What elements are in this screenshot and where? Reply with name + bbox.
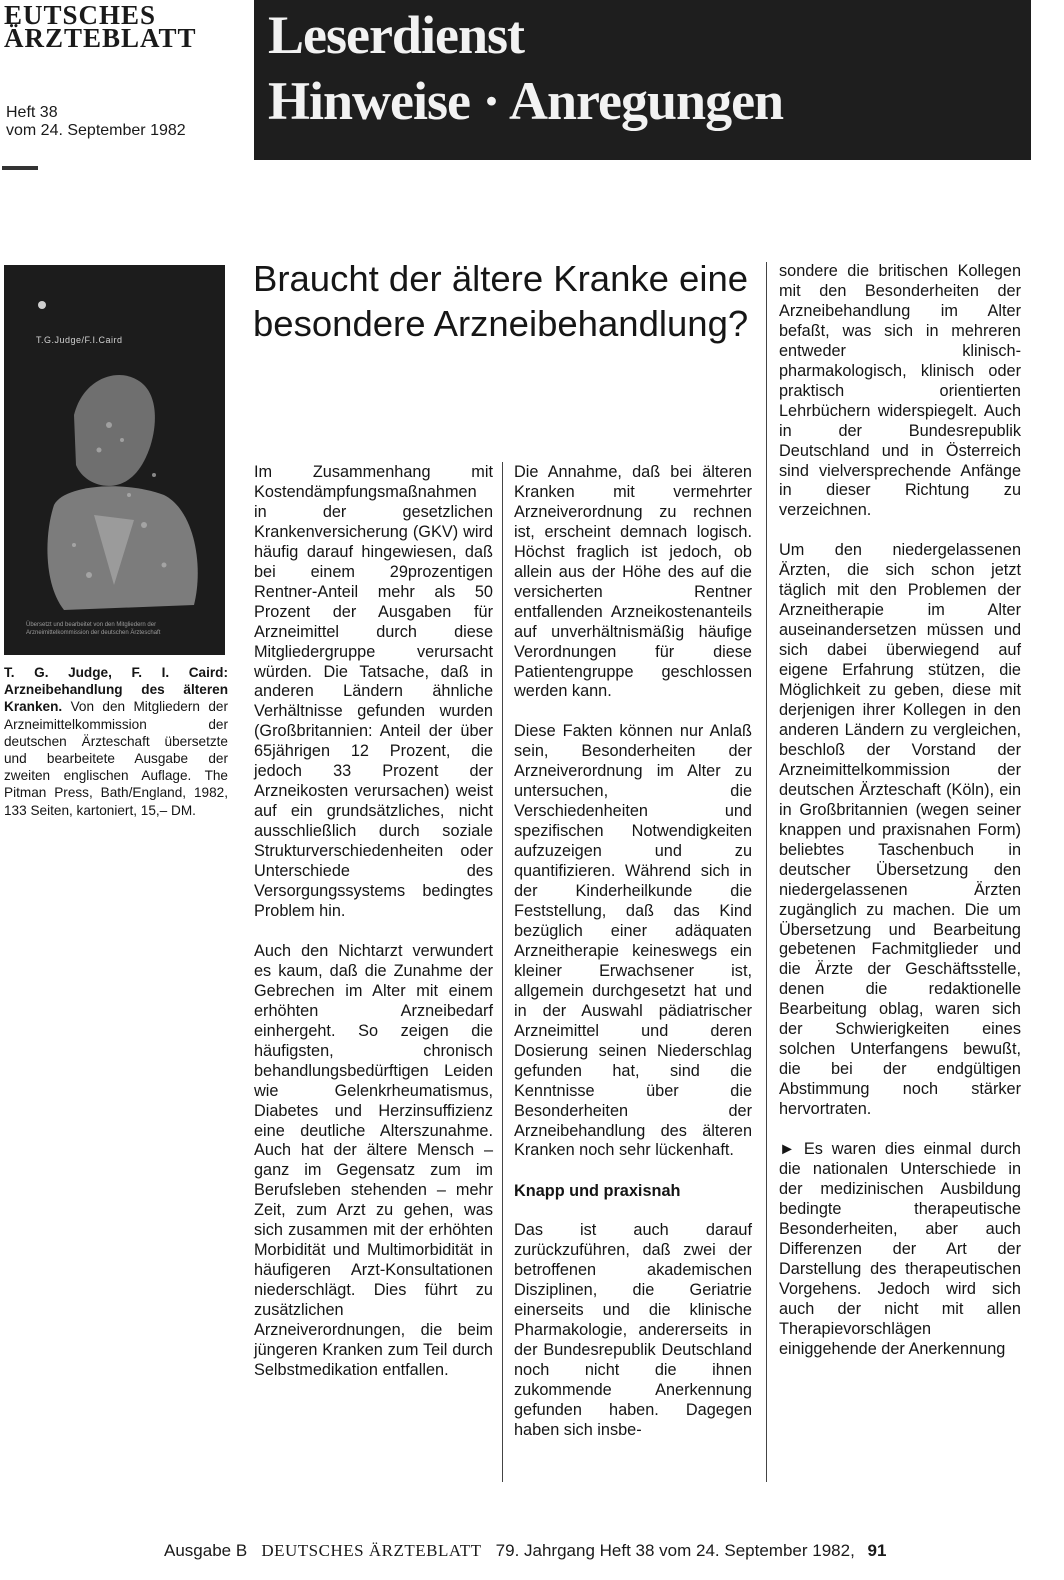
- book-cover-footnote: Übersetzt und bearbeitet von den Mitgliedern der Arzneimittelkommission der deutschen Ärzteschaft: [26, 622, 161, 636]
- banner-title: Leserdienst: [268, 5, 524, 65]
- journal-name-line1: EUTSCHES: [4, 0, 157, 30]
- book-cover-illustration: [4, 265, 225, 655]
- book-caption: [4, 664, 228, 819]
- paragraph: ► Es waren dies einmal durch die nationalen Unterschiede in der medizinischen Ausbildung bedingte therapeutische Besonderheiten, aber auch Differenzen der Art der Darstellung des therapeutischen Vorgehens. Jedoch wird sich auch der nicht mit allen Therapievorschlägen einiggehende der Anerkennung: [779, 1140, 1021, 1358]
- banner-subtitle: Hinweise · Anregungen: [268, 71, 784, 131]
- book-caption-title: T. G. Judge, F. I. Caird: Arzneibehandlung des älteren Kranken.: [4, 665, 228, 715]
- article-column-1: [254, 463, 493, 1381]
- book-cover-authors: T.G.Judge/F.I.Caird: [36, 335, 123, 345]
- paragraph: Das ist auch darauf zurückzuführen, daß zwei der betroffenen akademischen Disziplinen, die Geriatrie einerseits und die klinische Pharmakologie, andererseits in der Bundesrepublik Deutschland noch nicht die ihnen zukommende Anerkennung gefunden haben. Dagegen haben sich insbe-: [514, 1221, 752, 1439]
- article-column-3: [779, 262, 1021, 1360]
- issue-number: Heft 38: [6, 104, 58, 121]
- journal-name-line2: ÄRZTEBLATT: [4, 23, 197, 53]
- page-footer: Ausgabe B DEUTSCHES ÄRZTEBLATT 79. Jahrgang Heft 38 vom 24. September 1982, 91: [164, 1541, 887, 1560]
- paragraph: Auch den Nichtarzt verwundert es kaum, daß die Zunahme der Gebrechen im Alter mit einem erhöhten Arzneibedarf einhergeht. So zeigen die häufigsten, chronisch behandlungsbedürftigen Leiden wie Gelenkrheumatismus, Diabetes und Herzinsuffizienz eine deutliche Alterszunahme. Auch hat der ältere Mensch – ganz im Gegensatz zum im Berufsleben stehenden – mehr Zeit, zum Arzt zu gehen, was sich zusammen mit der erhöhten Morbidität und Multimorbidität in häufigeren Arzt-Konsultationen niederschlägt. Dies führt zu zusätzlichen Arzneiverordnungen, die beim jüngeren Kranken zum Teil durch Selbstmedikation entfallen.: [254, 941, 493, 1379]
- column-rule: [766, 262, 767, 1482]
- article-column-2: [514, 463, 752, 1441]
- section-banner: [254, 0, 1031, 160]
- issue-date: vom 24. September 1982: [6, 122, 186, 139]
- paragraph: Diese Fakten können nur Anlaß sein, Besonderheiten der Arzneiverordnung im Alter zu untersuchen, die Verschiedenheiten und spezifischen Notwendigkeiten aufzuzeigen und zu quantifizieren. Während sich in der Kinderheilkunde die Feststellung, daß das Kind bezüglich einer adäquaten Arzneitherapie keineswegs ein kleiner Erwachsener ist, allgemein durchgesetzt hat und in der Auswahl pädiatrischer Arzneimittel und deren Dosierung seinen Niederschlag gefunden hat, sind die Kenntnisse über die Besonderheiten der Arzneibehandlung des älteren Kranken noch sehr lückenhaft.: [514, 722, 752, 1160]
- paragraph: sondere die britischen Kollegen mit den Besonderheiten der Arzneibehandlung im Alter befaßt, was sich in mehreren entweder klinisch-pharmakologisch, klinisch oder praktisch orientierten Lehrbüchern widerspiegelt. Auch in der Bundesrepublik Deutschland und in Österreich sind vielversprechende Anfänge in dieser Richtung zu verzeichnen.: [779, 262, 1021, 520]
- paragraph: Im Zusammenhang mit Kostendämpfungsmaßnahmen in der gesetzlichen Krankenversicherung (GKV) wird häufig darauf hingewiesen, daß bei einem 29prozentigen Rentner-Anteil mehr als 50 Prozent der Ausgaben für Arzneimittel durch diese Mitgliedergruppe verursacht würden. Die Tatsache, daß in anderen Ländern ähnliche Verhältnisse gefunden wurden (Großbritannien: Anteil der über 65jährigen 12 Prozent, die jedoch 33 Prozent der Arzneikosten verursachen) weist auf ein grundsätzliches, nicht ausschließlich durch soziale Strukturverschiedenheiten oder Unterschiede des Versorgungssystems bedingtes Problem hin.: [254, 463, 493, 920]
- footer-edition: Ausgabe B: [164, 1541, 248, 1560]
- issue-info: [6, 104, 186, 140]
- column-rule: [502, 462, 503, 1482]
- subheading: Knapp und praxisnah: [514, 1182, 681, 1201]
- footer-issue: 79. Jahrgang Heft 38 vom 24. September 1982: [495, 1541, 851, 1560]
- masthead-rule: [2, 166, 38, 170]
- article-headline: Braucht der ältere Kranke eine besondere Arzneibehandlung?: [253, 258, 749, 344]
- paragraph: Die Annahme, daß bei älteren Kranken mit vermehrter Arzneiverordnung zu rechnen ist, erscheint demnach logisch. Höchst fraglich ist jedoch, ob allein aus der Höhe des auf die versicherten Rentner entfallenden Arzneikostenanteils auf unverhältnismäßig häufige Verordnungen für diese Patientengruppe geschlossen werden kann.: [514, 463, 752, 701]
- paragraph: Um den niedergelassenen Ärzten, die sich schon jetzt täglich mit den Problemen der Arzneitherapie im Alter auseinandersetzen müssen und sich dabei überwiegend auf eigene Erfahrung stützen, die Möglichkeit zu geben, diese mit derjenigen ihrer Kollegen in den anderen Ländern zu vergleichen, beschloß der Vorstand der Arzneimittelkommission der deutschen Ärzteschaft (Köln), ein in Großbritannien (wegen seiner knappen und praxisnahen Form) beliebtes Taschenbuch in deutscher Übersetzung den niedergelassenen Ärzten zugänglich zu machen. Die um Übersetzung und Bearbeitung gebetenen Fachmitglieder und die Ärzte der Geschäftsstelle, denen die redaktionelle Bearbeitung oblag, waren sich der Schwierigkeiten eines solchen Unterfangens bewußt, die bei der endgültigen Abstimmung noch stärker hervortraten.: [779, 541, 1021, 1119]
- book-cover-image: [4, 265, 225, 655]
- page-number: 91: [867, 1541, 887, 1560]
- journal-name: [4, 0, 197, 53]
- footer-journal: DEUTSCHES ÄRZTEBLATT: [261, 1541, 482, 1560]
- book-caption-details: Von den Mitgliedern der Arzneimittelkommission der deutschen Ärzteschaft übersetzte und bearbeitete Ausgabe der zweiten englischen Auflage. The Pitman Press, Bath/England, 1982, 133 Seiten, kartoniert, 15,– DM.: [4, 699, 228, 818]
